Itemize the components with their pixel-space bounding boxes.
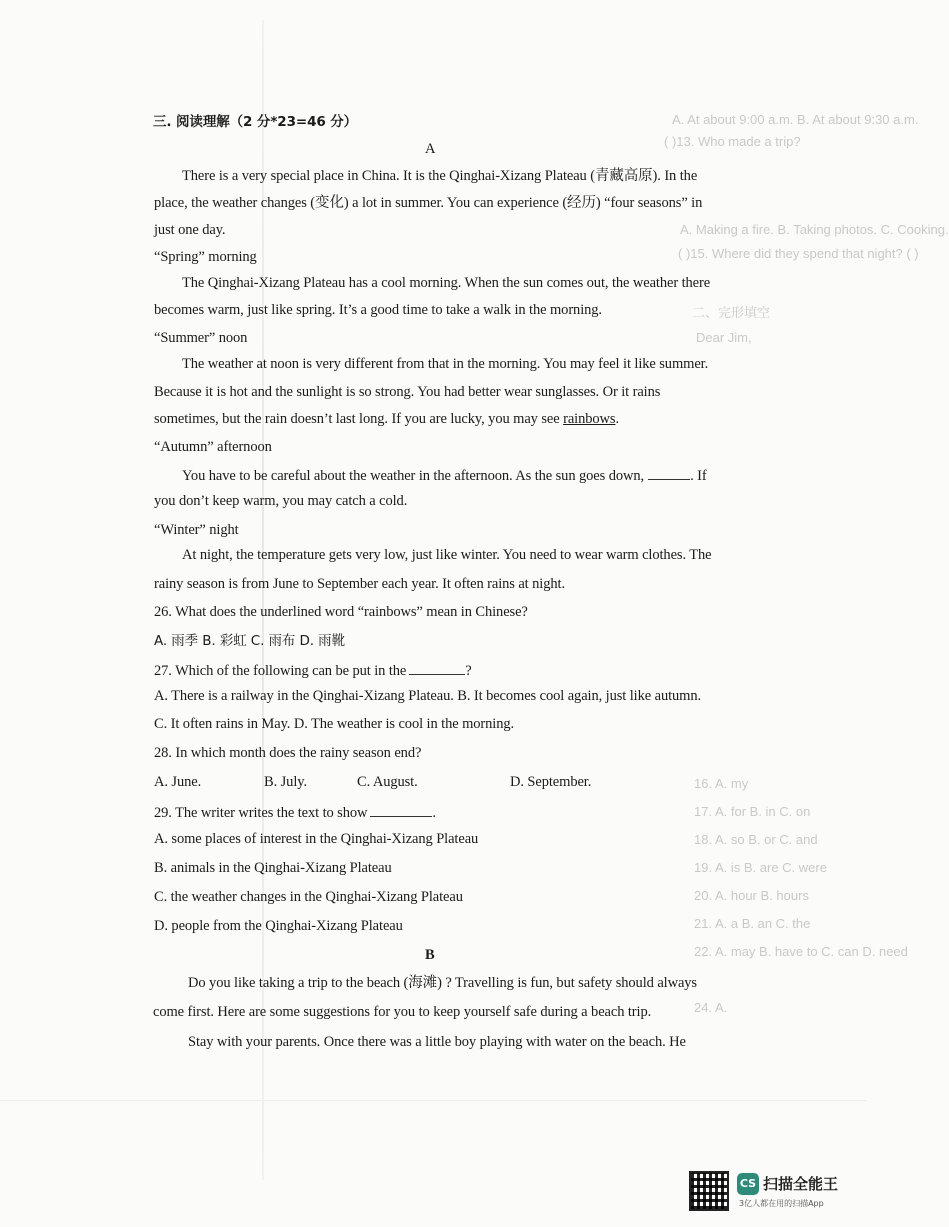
qr-code-icon bbox=[689, 1171, 729, 1211]
passage-a-text: place, the weather changes (变化) a lot in summer. You can experience (经历) “four seasons” in bbox=[154, 195, 703, 211]
bleed-through-text: ( )15. Where did they spend that night? ( ) bbox=[678, 246, 919, 261]
bleed-through-text: 18. A. so B. or C. and bbox=[694, 832, 818, 847]
question-29-option-a: A. some places of interest in the Qinghai-Xizang Plateau bbox=[154, 831, 479, 847]
bleed-through-text: 21. A. a B. an C. the bbox=[694, 916, 811, 931]
bleed-through-text: 22. A. may B. have to C. can D. need bbox=[694, 944, 908, 959]
passage-b-text: Stay with your parents. Once there was a little boy playing with water on the beach. He bbox=[188, 1034, 686, 1050]
bleed-through-text: A. At about 9:00 a.m. B. At about 9:30 a.m. bbox=[672, 112, 919, 127]
passage-a-text: The weather at noon is very different from that in the morning. You may feel it like summer. bbox=[182, 356, 709, 372]
question-28-option-d: D. September. bbox=[510, 774, 592, 790]
passage-b-text: come first. Here are some suggestions for you to keep yourself safe during a beach trip. bbox=[153, 1004, 652, 1020]
bleed-through-text: ( )13. Who made a trip? bbox=[664, 134, 801, 149]
bleed-through-text: 20. A. hour B. hours bbox=[694, 888, 809, 903]
passage-b-text: Do you like taking a trip to the beach (海滩) ? Travelling is fun, but safety should always bbox=[188, 975, 697, 991]
bleed-through-text: 16. A. my bbox=[694, 776, 749, 791]
scanner-app-name: 扫描全能王 bbox=[763, 1175, 839, 1193]
subheading-autumn: “Autumn” afternoon bbox=[154, 439, 272, 455]
question-26-options: A. 雨季 B. 彩虹 C. 雨布 D. 雨靴 bbox=[154, 633, 345, 649]
question-28: 28. In which month does the rainy season end? bbox=[154, 745, 422, 761]
passage-a-text: At night, the temperature gets very low, just like winter. You need to wear warm clothes. The bbox=[182, 547, 712, 563]
passage-b-label: B bbox=[425, 947, 435, 963]
passage-a-text: There is a very special place in China. It is the Qinghai-Xizang Plateau (青藏高原). In the bbox=[182, 168, 698, 184]
question-29-option-b: B. animals in the Qinghai-Xizang Plateau bbox=[154, 860, 392, 876]
question-27-options: A. There is a railway in the Qinghai-Xizang Plateau. B. It becomes cool again, just like autumn. bbox=[154, 688, 702, 704]
answer-blank bbox=[409, 660, 465, 675]
passage-a-text: The Qinghai-Xizang Plateau has a cool morning. When the sun comes out, the weather there bbox=[182, 275, 711, 291]
passage-a-text: You have to be careful about the weather in the afternoon. As the sun goes down, . If bbox=[182, 465, 707, 485]
subheading-winter: “Winter” night bbox=[154, 522, 239, 538]
passage-a-text: becomes warm, just like spring. It’s a good time to take a walk in the morning. bbox=[154, 302, 602, 318]
subheading-spring: “Spring” morning bbox=[154, 249, 257, 265]
question-28-option-a: A. June. bbox=[154, 774, 202, 790]
passage-a-text: just one day. bbox=[154, 222, 226, 238]
section-header: 三. 阅读理解（2 分*23=46 分） bbox=[153, 114, 358, 130]
passage-a-text: rainy season is from June to September each year. It often rains at night. bbox=[154, 576, 565, 592]
question-28-option-c: C. August. bbox=[357, 774, 418, 790]
scanner-watermark bbox=[689, 1169, 849, 1215]
underlined-word-rainbows: rainbows bbox=[563, 411, 616, 427]
question-26: 26. What does the underlined word “rainbows” mean in Chinese? bbox=[154, 604, 528, 620]
question-27-options: C. It often rains in May. D. The weather is cool in the morning. bbox=[154, 716, 515, 732]
question-27: 27. Which of the following can be put in the ? bbox=[154, 660, 472, 680]
bleed-through-text: 19. A. is B. are C. were bbox=[694, 860, 827, 875]
answer-blank bbox=[648, 465, 690, 480]
bleed-through-text: Dear Jim, bbox=[696, 330, 752, 345]
subheading-summer: “Summer” noon bbox=[154, 330, 248, 346]
scanner-app-tagline: 3亿人都在用的扫描App bbox=[739, 1199, 824, 1208]
question-29: 29. The writer writes the text to show . bbox=[154, 802, 436, 822]
bleed-through-text: 24. A. bbox=[694, 1000, 728, 1015]
page-fold-shadow-horizontal bbox=[0, 1100, 867, 1101]
passage-a-label: A bbox=[425, 141, 436, 157]
passage-a-text: sometimes, but the rain doesn’t last long. If you are lucky, you may see rainbows. bbox=[154, 411, 619, 427]
question-28-option-b: B. July. bbox=[264, 774, 307, 790]
question-29-option-c: C. the weather changes in the Qinghai-Xizang Plateau bbox=[154, 889, 463, 905]
answer-blank bbox=[370, 802, 432, 817]
passage-a-text: you don’t keep warm, you may catch a cold. bbox=[154, 493, 408, 509]
passage-a-text: Because it is hot and the sunlight is so strong. You had better wear sunglasses. Or it rains bbox=[154, 384, 661, 400]
camscanner-logo-icon: CS bbox=[737, 1173, 759, 1195]
bleed-through-text: 二、完形填空 bbox=[692, 305, 771, 320]
bleed-through-text: A. Making a fire. B. Taking photos. C. Cooking. bbox=[680, 222, 949, 237]
bleed-through-text: 17. A. for B. in C. on bbox=[694, 804, 811, 819]
question-29-option-d: D. people from the Qinghai-Xizang Plateau bbox=[154, 918, 403, 934]
